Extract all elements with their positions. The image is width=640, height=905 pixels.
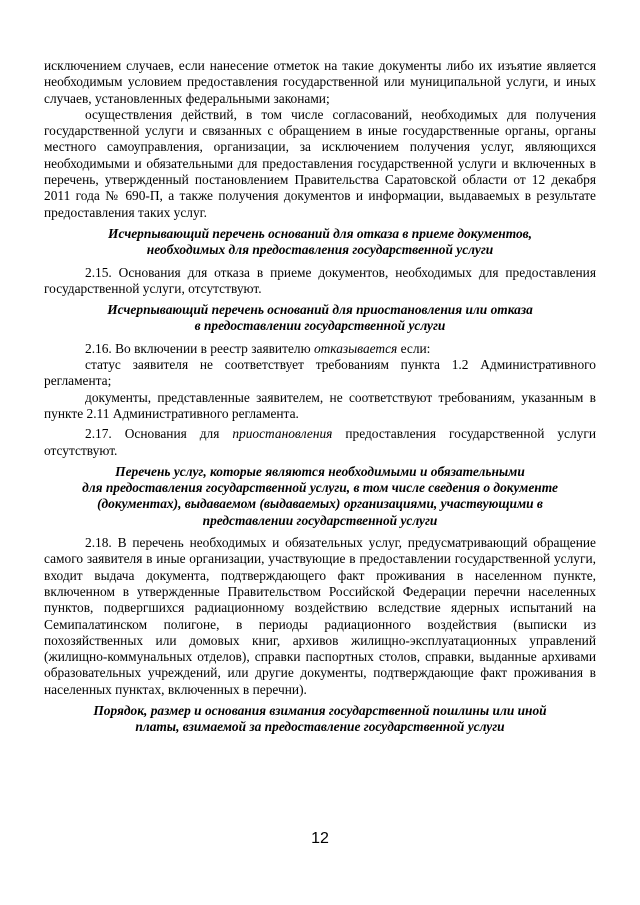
section-heading-suspension: Исчерпывающий перечень оснований для приостановления или отказа в предоставлении государственной услуги: [107, 302, 533, 334]
section-heading-refusal-acceptance: Исчерпывающий перечень оснований для отказа в приеме документов, необходимых для предоставления государственной услуги: [108, 225, 532, 258]
paragraph-continuation: исключением случаев, если нанесение отметок на такие документы либо их изъятие является необходимым условием предоставления государственной или муниципальной услуги, и иных случаев, установленных федеральными законами;: [44, 58, 596, 106]
section-heading-required-services: Перечень услуг, которые являются необходимыми и обязательными для предоставления государственной услуги, в том числе сведения о документе (документах), выдаваемом (выдаваемых) организациями, участвующими в представлении государственной услуги: [82, 463, 558, 528]
paragraph-2-17: 2.17. Основания для приостановления предоставления государственной услуги отсутствуют.: [44, 426, 596, 458]
paragraph-2-16-status: статус заявителя не соответствует требованиям пункта 1.2 Административного регламента;: [44, 357, 596, 389]
paragraph-2-16-documents: документы, представленные заявителем, не соответствуют требованиям, указанным в пункте 2.11 Административного регламента.: [44, 389, 596, 421]
section-heading-fees: Порядок, размер и основания взимания государственной пошлины или иной платы, взимаемой за предоставление государственной услуги: [93, 702, 547, 735]
paragraph-2-15: 2.15. Основания для отказа в приеме документов, необходимых для предоставления государственной услуги, отсутствуют.: [44, 264, 596, 296]
document-page: [44, 58, 596, 742]
page-number: 12: [311, 830, 329, 847]
paragraph-2-18: 2.18. В перечень необходимых и обязательных услуг, предусматривающий обращение самого заявителя в иные организации, участвующие в предоставлении государственной услуги, входит выдача документа, подтверждающего факт проживания в населенном пункте, включенном в утвержденные Правительством Российской Федерации перечни населенных пунктов, подвергшихся радиационному воздействию вследствие ядерных испытаний на Семипалатинском полигоне, в периоды радиационного воздействия (выписки из похозяйственных или домовых книг, архивов жилищно-эксплуатационных управлений (жилищно-коммунальных отделов), справки паспортных столов, справки, выданные архивами образовательных учреждений, или другие документы, подтверждающие факт проживания в населенных пунктах, включенных в перечни).: [44, 535, 596, 697]
paragraph-actions: осуществления действий, в том числе согласований, необходимых для получения государственной услуги и связанных с обращением в иные государственные органы, органы местного самоуправления, организации, за исключением получения услуг, являющихся необходимыми и обязательными для предоставления государственной услуги и включенных в перечень, утвержденный постановлением Правительства Саратовской области от 12 декабря 2011 года № 690-П, а также получения документов и информации, выдаваемых в результате предоставления таких услуг.: [44, 106, 596, 220]
paragraph-2-16: 2.16. Во включении в реестр заявителю отказывается если:: [85, 340, 431, 356]
